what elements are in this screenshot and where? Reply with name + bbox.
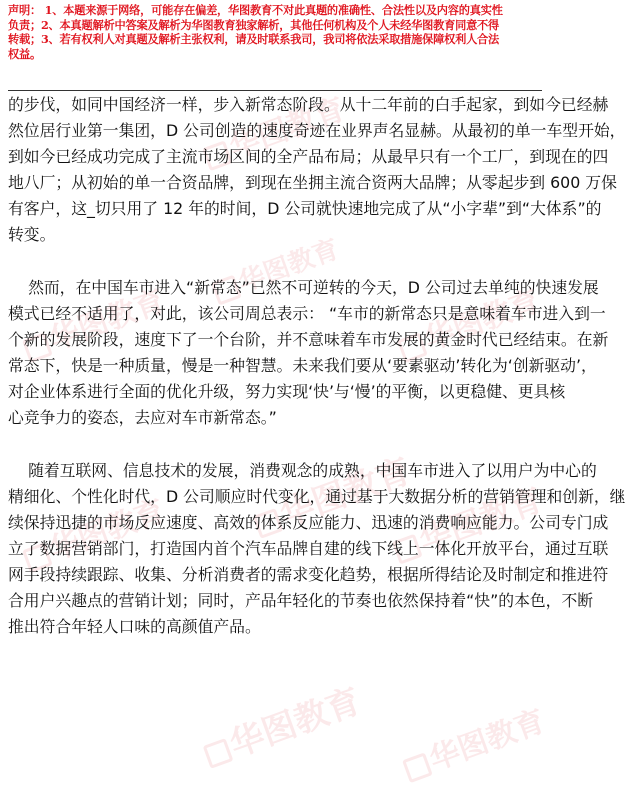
watermark-logo: 华图教育 xyxy=(197,674,367,776)
text-line: 地八厂；从初始的单一合资品牌，到现在坐拥主流合资两大品牌；从零起步到 600 万保 xyxy=(8,173,617,192)
watermark-logo: 华图教育 xyxy=(197,84,350,176)
paragraph-growth xyxy=(8,92,625,248)
text-line: 常态下，快是一种质量，慢是一种智慧。未来我们要从‘要素驱动’转化为‘创新驱动’， xyxy=(8,356,597,375)
watermark-logo: 华图教育 xyxy=(17,486,170,578)
watermark-logo: 华图教育 xyxy=(247,444,417,546)
text-line: 模式已经不适用了，对此，该公司周总表示： “车市的新常态只是意味着车市进入到一 xyxy=(8,304,606,323)
text-line: 精细化、个性化时代，D 公司顺应时代变化，通过基于大数据分析的营销管理和创新，继 xyxy=(8,487,625,506)
watermark-logo: 华图教育 xyxy=(17,276,170,368)
text-line: 心竞争力的姿态，去应对车市新常态。” xyxy=(8,408,277,427)
paragraph-spacer xyxy=(8,248,542,275)
text-line: 推出符合年轻人口味的高颜值产品。 xyxy=(8,617,261,636)
disclaimer-line: 转载；3、若有权利人对真题及解析主张权利，请及时联系我司，我司将依法采取措施保障权利人合法 xyxy=(8,32,500,46)
watermark-logo-icon xyxy=(402,752,433,783)
text-line: 到如今已经成功完成了主流市场区间的全产品布局；从最早只有一个工厂，到现在的四 xyxy=(8,147,609,166)
text-line: 立了数据营销部门，打造国内首个汽车品牌自建的线下线上一体化开放平台，通过互联 xyxy=(8,539,609,558)
watermark-logo: 华图教育 xyxy=(397,696,550,788)
text-line: 续保持迅捷的市场反应速度、高效的体系反应能力、迅速的消费响应能力。公司专门成 xyxy=(8,513,609,532)
watermark-logo: 华图教育 xyxy=(208,229,344,309)
watermark-logo: 华图教育 xyxy=(392,276,545,368)
text-line: 转变。 xyxy=(8,225,56,244)
text-line: 随着互联网、信息技术的发展，消费观念的成熟，中国车市进入了以用户为中心的 xyxy=(8,461,597,480)
paragraph-digital-marketing xyxy=(8,458,625,640)
disclaimer-line: 声明： 1、本题来源于网络，可能存在偏差，华图教育不对此真题的准确性、合法性以及内容的真实性 xyxy=(8,3,503,17)
paragraph-new-normal xyxy=(8,275,609,431)
disclaimer-line: 负责；2、本真题解析中答案及解析为华图教育独家解析，其他任何机构及个人未经华图教育同意不得 xyxy=(8,17,500,32)
article-body xyxy=(8,92,625,640)
text-line: 有客户，这_切只用了 12 年的时间，D 公司就快速地完成了从“小字辈”到“大体系”的 xyxy=(8,199,602,218)
text-line: 对企业体系进行全面的优化升级，努力实现‘快’与‘慢’的平衡，以更稳健、更具核 xyxy=(8,382,566,401)
paragraph-spacer xyxy=(8,431,542,458)
header-divider xyxy=(8,90,542,91)
disclaimer-line: 权益。 xyxy=(8,46,41,61)
text-line: 合用户兴趣点的营销计划；同时，产品年轻化的节奏也依然保持着“快”的本色，不断 xyxy=(8,591,594,610)
text-line: 的步伐，如同中国经济一样，步入新常态阶段。从十二年前的白手起家，到如今已经赫 xyxy=(8,95,609,114)
text-line: 个新的发展阶段，速度下了一个台阶，并不意味着车市发展的黄金时代已经结束。在新 xyxy=(8,330,609,349)
watermark-logo-icon xyxy=(203,738,234,769)
text-line: 然而，在中国车市进入“新常态”已然不可逆转的今天，D 公司过去单纯的快速发展 xyxy=(8,278,599,297)
watermark-logo: 华图教育 xyxy=(387,475,548,571)
text-line: 然位居行业第一集团，D 公司创造的速度奇迹在业界声名显赫。从最初的单一车型开始， xyxy=(8,121,625,140)
text-line: 网手段持续跟踪、收集、分析消费者的需求变化趋势，根据所得结论及时制定和推进符 xyxy=(8,565,609,584)
disclaimer-header xyxy=(8,3,542,61)
